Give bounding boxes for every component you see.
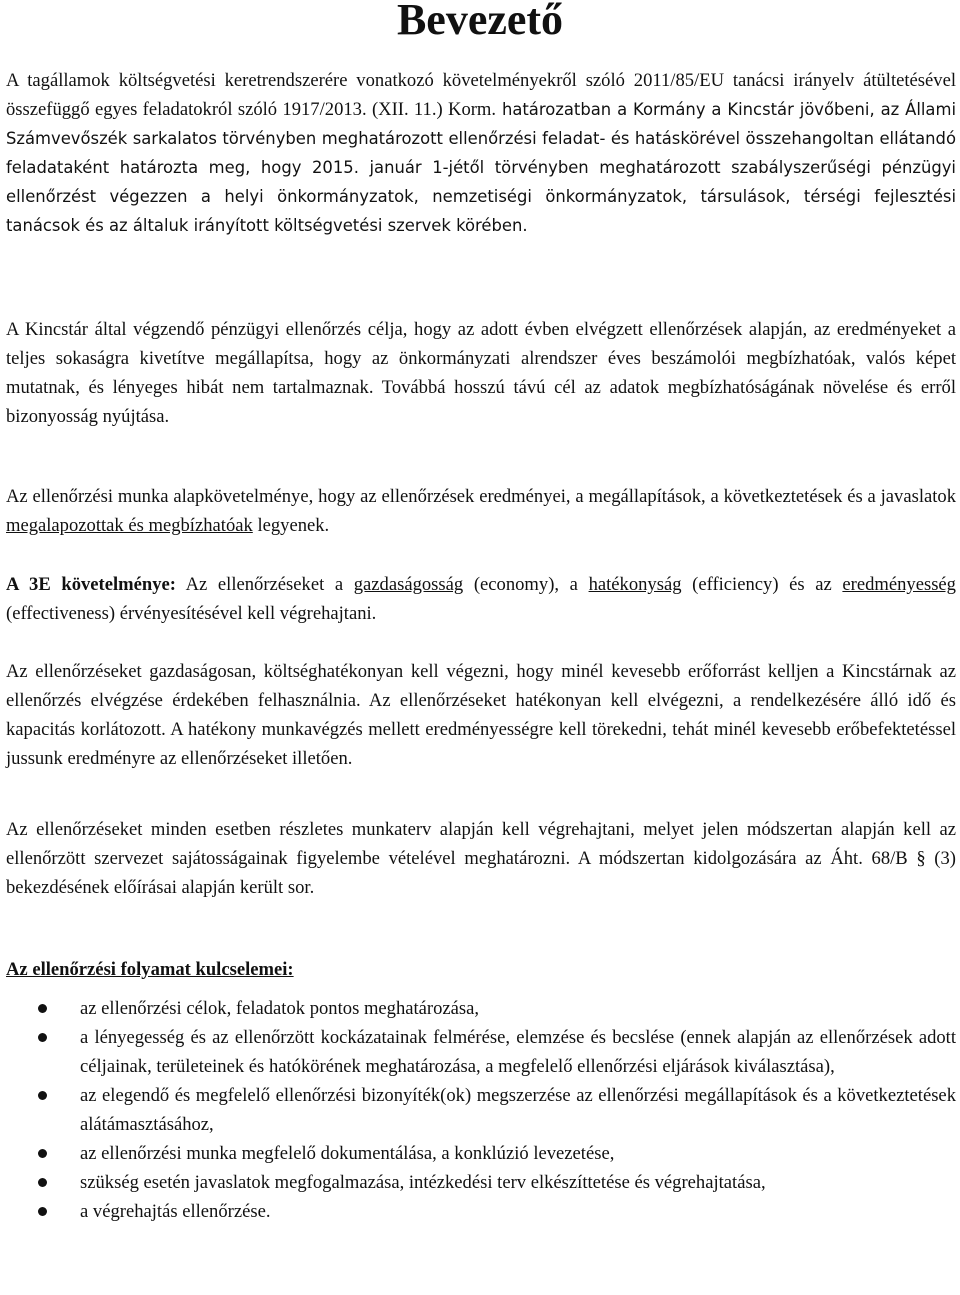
- requirement-underlined: megalapozottak és megbízhatóak: [6, 515, 253, 536]
- workplan-text: Az ellenőrzéseket minden esetben részletes munkaterv alapján kell végrehajtani, melyet jelen módszertan alapján kell az ellenőrzött szervezet sajátosságainak figyelembe vételével meghatározni. A módszertan kidolgozására az Áht. 68/B: [6, 819, 956, 869]
- list-item-text: a lényegesség és az ellenőrzött kockázatainak felmérése, elemzése és becslése (ennek alapján az ellenőrzések adott céljainak, területeinek és hatókörének meghatározása, a megfelelő ellenőrzési eljárások kiválasztása),: [80, 1027, 956, 1077]
- paragraph-intro-serif: A tagállamok költségvetési keretrendszerére vonatkozó követelményekről szóló 2011/85/EU tanácsi irányelv átültetésével összefüggő egyes feladatokról szóló 1917/2013. (XII. 11.) Korm.: [6, 70, 956, 120]
- list-item-text: a végrehajtás ellenőrzése.: [80, 1201, 271, 1222]
- list-item-text: az ellenőrzési célok, feladatok pontos meghatározása,: [80, 998, 480, 1019]
- key-elements-heading: Az ellenőrzési folyamat kulcselemei:: [6, 959, 294, 980]
- 3e-text-2: (economy), a: [463, 574, 589, 595]
- 3e-efficiency: hatékonyság: [588, 574, 682, 595]
- bullet-icon: [38, 1004, 47, 1013]
- paragraph-3e: [6, 570, 956, 628]
- paragraph-workplan: [6, 815, 956, 902]
- page-title: Bevezető: [396, 0, 564, 44]
- workplan-end: (3) bekezdésének előírásai alapján került sor.: [6, 848, 956, 898]
- bullet-icon: [38, 1149, 47, 1158]
- list-item-text: az ellenőrzési munka megfelelő dokumentálása, a konklúzió levezetése,: [80, 1143, 615, 1164]
- paragraph-purpose: A Kincstár által végzendő pénzügyi ellenőrzés célja, hogy az adott évben elvégzett ellenőrzések alapján, az eredményeket a teljes sokaságra kivetítve megállapítsa, hogy az önkormányzati alrendszer éves beszámolói megbízhatóak, valós képet mutatnak, és lényeges hibát nem tartalmaznak. Továbbá hosszú távú cél az adatok megbízhatóságának növelése és erről bizonyosság nyújtása.: [6, 319, 956, 427]
- paragraph-intro-sans: határozatban a Kormány a Kincstár jövőbeni, az Állami Számvevőszék sarkalatos törvényben meghatározott ellenőrzési feladat- és hatáskörével összehangoltan ellátandó feladataként határozta meg, hogy 2015. január 1-jétől törvényben meghatározott szabályszerűségi pénzügyi ellenőrzést végezzen a helyi önkormányzatok, nemzetiségi önkormányzatok, társulások, térségi fejlesztési tanácsok és az általuk irányított költségvetési szervek körében.: [6, 100, 956, 235]
- 3e-text-3: (efficiency) és az: [681, 574, 843, 595]
- list-item: [0, 1139, 960, 1168]
- list-item-text: szükség esetén javaslatok megfogalmazása, intézkedési terv elkészíttetése és végrehajtatása,: [80, 1172, 766, 1193]
- requirement-end: legyenek.: [252, 515, 330, 536]
- list-item: [0, 994, 960, 1023]
- list-item: [0, 1197, 960, 1226]
- bullet-icon: [38, 1033, 47, 1042]
- key-elements-list: [0, 994, 960, 1226]
- list-item: [0, 1081, 960, 1139]
- bullet-icon: [38, 1178, 47, 1187]
- 3e-economy: gazdaságosság: [353, 574, 464, 595]
- 3e-label: A 3E követelménye:: [6, 574, 176, 595]
- paragraph-requirement: [6, 482, 956, 540]
- list-item-text: az elegendő és megfelelő ellenőrzési bizonyíték(ok) megszerzése az ellenőrzési megállapítások és a következtetések alátámasztásához,: [80, 1085, 956, 1135]
- 3e-effectiveness: eredményesség: [842, 574, 956, 595]
- section-sign: §: [916, 848, 926, 869]
- list-item: [0, 1023, 960, 1081]
- 3e-text-4: (effectiveness) érvényesítésével kell végrehajtani.: [6, 603, 377, 624]
- 3e-text-1: Az ellenőrzéseket a: [175, 574, 354, 595]
- list-item: [0, 1168, 960, 1197]
- requirement-text: Az ellenőrzési munka alapkövetelménye, hogy az ellenőrzések eredményei, a megállapítások, a következtetések és a javaslatok: [6, 486, 956, 507]
- paragraph-intro: [6, 66, 956, 240]
- paragraph-economy: Az ellenőrzéseket gazdaságosan, költséghatékonyan kell végezni, hogy minél kevesebb erőforrást kelljen a Kincstárnak az ellenőrzés elvégzése érdekében felhasználnia. Az ellenőrzéseket hatékonyan kell elvégezni, a rendelkezésére álló idő és kapacitás korlátozott. A hatékony munkavégzés mellett eredményességre kell törekedni, tehát minél kevesebb erőbefektetéssel jussunk eredményre az ellenőrzéseket illetően.: [6, 661, 956, 769]
- bullet-icon: [38, 1207, 47, 1216]
- bullet-icon: [38, 1091, 47, 1100]
